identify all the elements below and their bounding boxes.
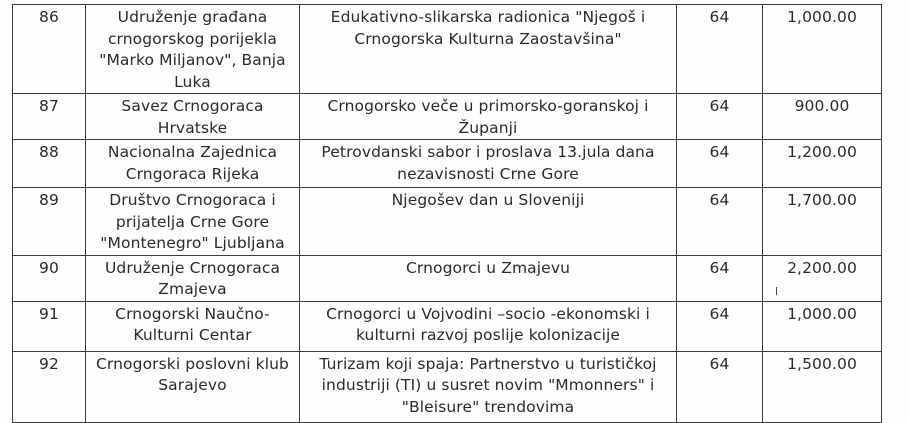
row-number: 87	[13, 94, 86, 140]
row-number: 86	[13, 5, 86, 94]
organization-cell: Crnogorski poslovni klub Sarajevo	[86, 351, 300, 422]
organization-cell: Nacionalna Zajednica Crngoraca Rijeka	[86, 140, 300, 188]
project-cell: Njegošev dan u Sloveniji	[300, 188, 677, 256]
code-cell: 64	[677, 188, 763, 256]
project-cell: Turizam koji spaja: Partnerstvo u turističkoj industriji (TI) u susret novim "Mmonners" i "Bleisure" trendovima	[300, 351, 677, 422]
project-cell: Edukativno-slikarska radionica "Njegoš i Crnogorska Kulturna Zaostavšina"	[300, 5, 677, 94]
amount-cell: 1,700.00	[763, 188, 882, 256]
organization-cell: Društvo Crnogoraca i prijatelja Crne Gore "Montenegro" Ljubljana	[86, 188, 300, 256]
organization-cell: Udruženje Crnogoraca Zmajeva	[86, 255, 300, 301]
code-cell: 64	[677, 140, 763, 188]
code-cell: 64	[677, 351, 763, 422]
table-row	[13, 5, 882, 94]
amount-cell: 1,500.00	[763, 351, 882, 422]
code-cell: 64	[677, 301, 763, 351]
table-row	[13, 140, 882, 188]
code-cell: 64	[677, 94, 763, 140]
organization-cell: Udruženje građana crnogorskog porijekla "Marko Miljanov", Banja Luka	[86, 5, 300, 94]
project-cell: Crnogorci u Vojvodini –socio -ekonomski i kulturni razvoj poslije kolonizacije	[300, 301, 677, 351]
table-row	[13, 255, 882, 301]
table-row	[13, 301, 882, 351]
grants-table	[12, 4, 882, 423]
project-cell: Petrovdanski sabor i proslava 13.jula dana nezavisnosti Crne Gore	[300, 140, 677, 188]
row-number: 88	[13, 140, 86, 188]
table-row	[13, 188, 882, 256]
row-number: 90	[13, 255, 86, 301]
organization-cell: Savez Crnogoraca Hrvatske	[86, 94, 300, 140]
table-row	[13, 94, 882, 140]
project-cell: Crnogorci u Zmajevu	[300, 255, 677, 301]
table-row	[13, 351, 882, 422]
row-number: 89	[13, 188, 86, 256]
amount-cell: 1,200.00	[763, 140, 882, 188]
code-cell: 64	[677, 255, 763, 301]
row-number: 92	[13, 351, 86, 422]
amount-cell: 2,200.00	[763, 255, 882, 301]
code-cell: 64	[677, 5, 763, 94]
amount-cell: 900.00	[763, 94, 882, 140]
scan-artifact-mark	[776, 287, 777, 295]
amount-cell: 1,000.00	[763, 301, 882, 351]
row-number: 91	[13, 301, 86, 351]
project-cell: Crnogorsko veče u primorsko-goranskoj i Županji	[300, 94, 677, 140]
organization-cell: Crnogorski Naučno-Kulturni Centar	[86, 301, 300, 351]
amount-cell: 1,000.00	[763, 5, 882, 94]
